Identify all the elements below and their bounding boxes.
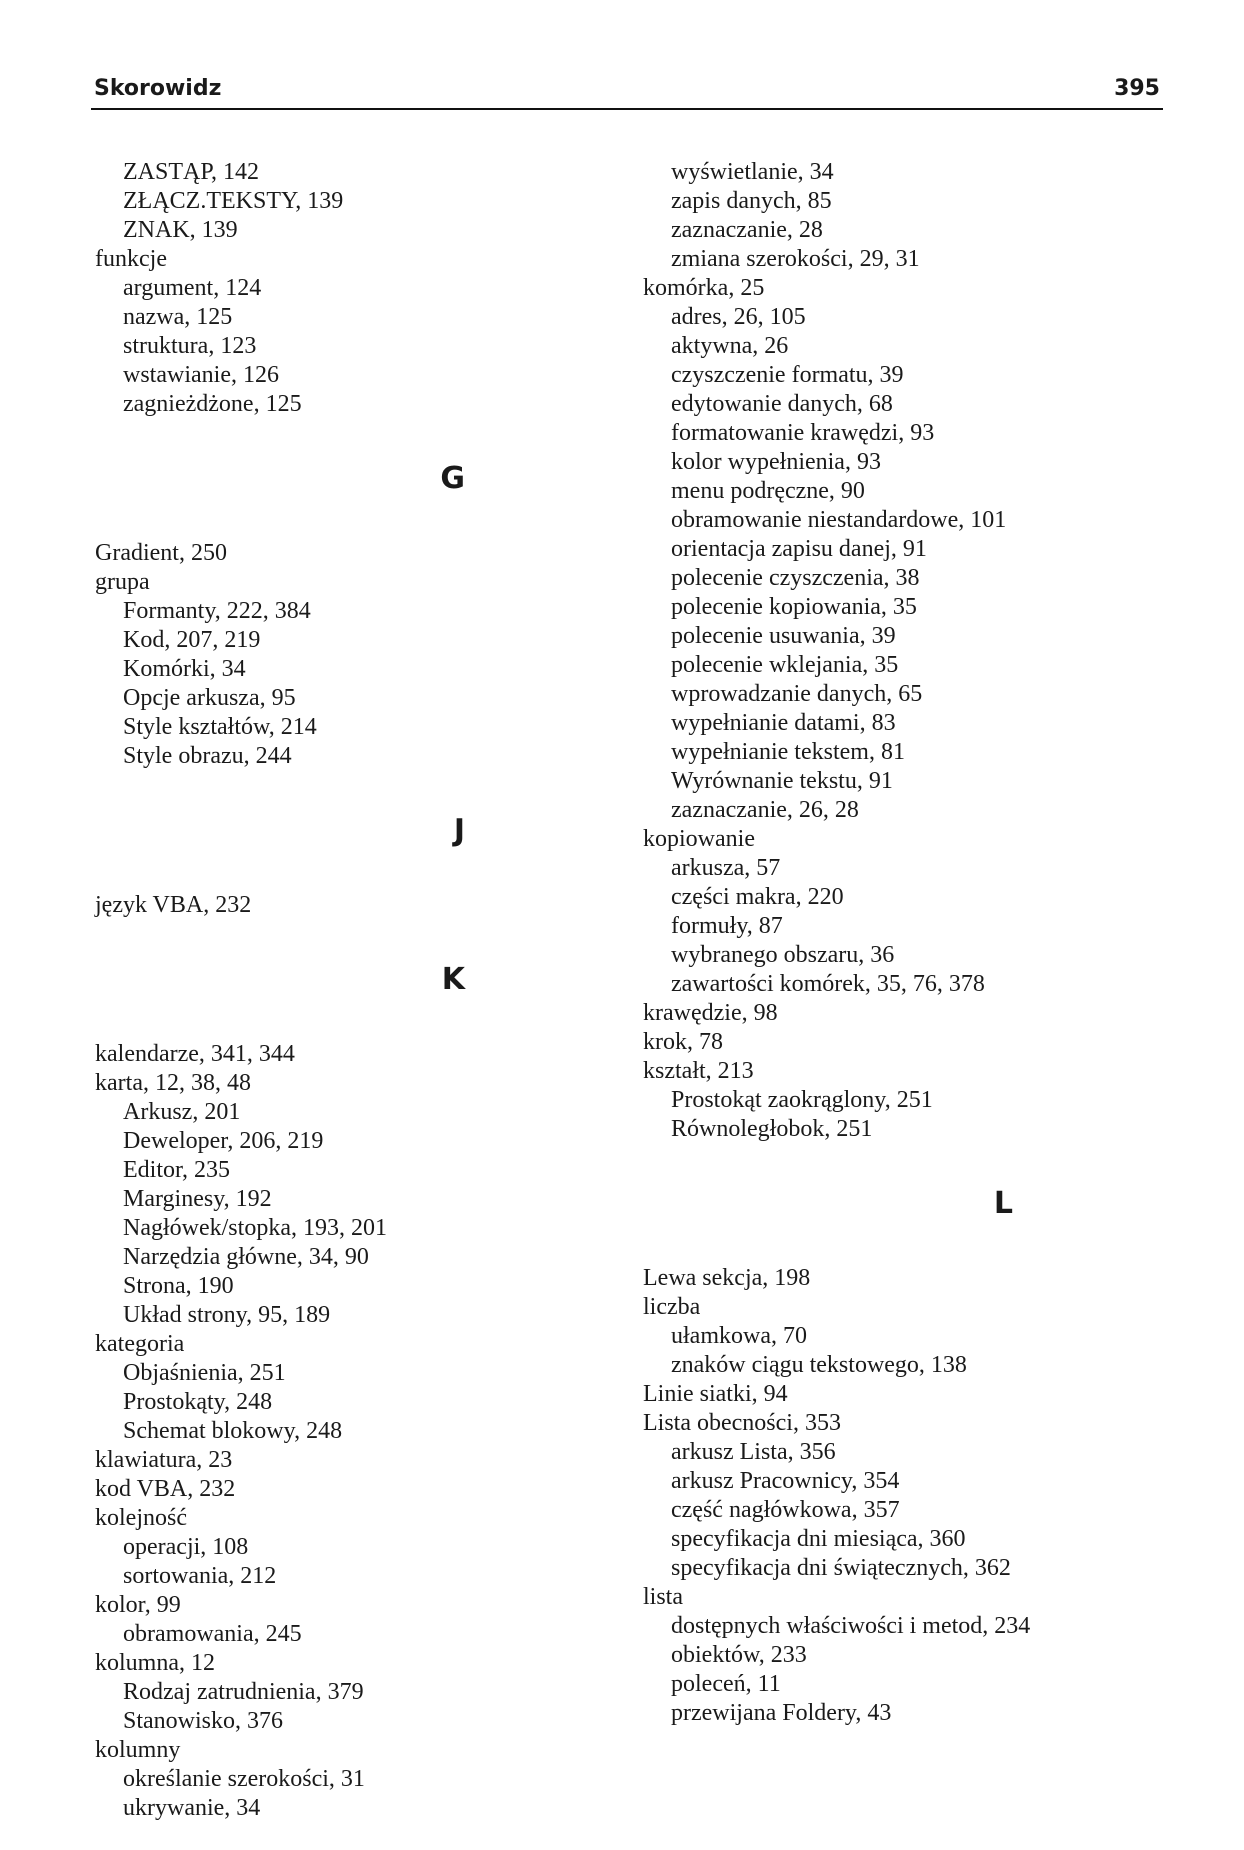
index-entry: język VBA, 232 [95, 892, 252, 918]
index-subentry: edytowanie danych, 68 [671, 391, 893, 417]
index-subentry: Editor, 235 [123, 1157, 231, 1183]
index-subentry: wypełnianie datami, 83 [671, 710, 896, 736]
index-entry: karta, 12, 38, 48 [95, 1070, 251, 1096]
index-entry: Gradient, 250 [95, 540, 227, 566]
index-subentry: Deweloper, 206, 219 [123, 1128, 324, 1154]
index-subentry: Style obrazu, 244 [123, 743, 292, 769]
index-entry: krok, 78 [643, 1029, 723, 1055]
index-subentry: menu podręczne, 90 [671, 478, 865, 504]
index-subentry: zaznaczanie, 28 [671, 217, 823, 243]
index-subentry: ZŁĄCZ.TEKSTY, 139 [123, 188, 344, 214]
index-subentry: arkusza, 57 [671, 855, 781, 881]
index-subentry: Prostokąt zaokrąglony, 251 [671, 1087, 933, 1113]
page-number: 395 [1114, 76, 1160, 101]
index-subentry: Równoległobok, 251 [671, 1116, 873, 1142]
index-subentry: polecenie kopiowania, 35 [671, 594, 917, 620]
index-subentry: arkusz Pracownicy, 354 [671, 1468, 900, 1494]
index-subentry: adres, 26, 105 [671, 304, 806, 330]
index-entry: lista [643, 1584, 683, 1610]
index-column-left [95, 158, 615, 1823]
index-subentry: Style kształtów, 214 [123, 714, 317, 740]
index-subentry: Schemat blokowy, 248 [123, 1418, 343, 1444]
section-letter-heading: L [993, 1186, 1013, 1221]
running-header [91, 72, 1163, 110]
header-title: Skorowidz [94, 76, 222, 101]
section-letter-heading: J [453, 813, 465, 848]
index-subentry: orientacja zapisu danej, 91 [671, 536, 927, 562]
index-entry: krawędzie, 98 [643, 1000, 778, 1026]
index-subentry: kolor wypełnienia, 93 [671, 449, 881, 475]
index-subentry: struktura, 123 [123, 333, 257, 359]
index-subentry: ZNAK, 139 [123, 217, 238, 243]
index-entry: kod VBA, 232 [95, 1476, 236, 1502]
index-subentry: wprowadzanie danych, 65 [671, 681, 923, 707]
section-letter-heading: K [441, 962, 465, 997]
index-subentry: przewijana Foldery, 43 [671, 1700, 892, 1726]
index-entry: grupa [95, 569, 150, 595]
index-entry: kształt, 213 [643, 1058, 754, 1084]
index-subentry: Arkusz, 201 [123, 1099, 241, 1125]
index-subentry: wstawianie, 126 [123, 362, 279, 388]
index-entry: kolejność [95, 1505, 187, 1531]
index-entry: Lista obecności, 353 [643, 1410, 841, 1436]
index-subentry: Komórki, 34 [123, 656, 246, 682]
index-subentry: Prostokąty, 248 [123, 1389, 273, 1415]
index-subentry: Układ strony, 95, 189 [123, 1302, 331, 1328]
index-entry: kategoria [95, 1331, 185, 1357]
index-entry: kolor, 99 [95, 1592, 181, 1618]
index-subentry: arkusz Lista, 356 [671, 1439, 836, 1465]
index-subentry: wypełnianie tekstem, 81 [671, 739, 905, 765]
index-subentry: poleceń, 11 [671, 1671, 781, 1697]
index-subentry: sortowania, 212 [123, 1563, 277, 1589]
index-entry: Linie siatki, 94 [643, 1381, 788, 1407]
index-subentry: aktywna, 26 [671, 333, 789, 359]
index-subentry: zapis danych, 85 [671, 188, 832, 214]
index-entry: kolumny [95, 1737, 181, 1763]
index-subentry: zawartości komórek, 35, 76, 378 [671, 971, 985, 997]
index-subentry: ZASTĄP, 142 [123, 159, 260, 185]
index-entry: liczba [643, 1294, 701, 1320]
index-subentry: ukrywanie, 34 [123, 1795, 261, 1821]
index-subentry: wybranego obszaru, 36 [671, 942, 895, 968]
index-subentry: Marginesy, 192 [123, 1186, 272, 1212]
index-subentry: obiektów, 233 [671, 1642, 807, 1668]
index-subentry: ułamkowa, 70 [671, 1323, 807, 1349]
index-subentry: zmiana szerokości, 29, 31 [671, 246, 920, 272]
index-entry: kopiowanie [643, 826, 755, 852]
index-subentry: dostępnych właściwości i metod, 234 [671, 1613, 1031, 1639]
index-subentry: argument, 124 [123, 275, 262, 301]
index-subentry: polecenie czyszczenia, 38 [671, 565, 920, 591]
index-entry: kolumna, 12 [95, 1650, 215, 1676]
index-subentry: Opcje arkusza, 95 [123, 685, 296, 711]
index-subentry: Strona, 190 [123, 1273, 234, 1299]
index-subentry: część nagłówkowa, 357 [671, 1497, 900, 1523]
index-subentry: obramowania, 245 [123, 1621, 302, 1647]
index-subentry: Stanowisko, 376 [123, 1708, 284, 1734]
index-subentry: części makra, 220 [671, 884, 844, 910]
index-entry: funkcje [95, 246, 167, 272]
index-entry: kalendarze, 341, 344 [95, 1041, 295, 1067]
section-letter-heading: G [440, 461, 465, 496]
index-subentry: specyfikacja dni miesiąca, 360 [671, 1526, 966, 1552]
index-subentry: operacji, 108 [123, 1534, 249, 1560]
index-entry: Lewa sekcja, 198 [643, 1265, 811, 1291]
index-subentry: obramowanie niestandardowe, 101 [671, 507, 1007, 533]
index-subentry: polecenie wklejania, 35 [671, 652, 899, 678]
index-subentry: określanie szerokości, 31 [123, 1766, 365, 1792]
index-subentry: Rodzaj zatrudnienia, 379 [123, 1679, 364, 1705]
index-subentry: nazwa, 125 [123, 304, 233, 330]
index-subentry: wyświetlanie, 34 [671, 159, 834, 185]
index-subentry: formatowanie krawędzi, 93 [671, 420, 935, 446]
index-subentry: Narzędzia główne, 34, 90 [123, 1244, 369, 1270]
index-subentry: Nagłówek/stopka, 193, 201 [123, 1215, 387, 1241]
index-subentry: czyszczenie formatu, 39 [671, 362, 904, 388]
index-subentry: formuły, 87 [671, 913, 783, 939]
index-entry: komórka, 25 [643, 275, 765, 301]
index-subentry: zaznaczanie, 26, 28 [671, 797, 859, 823]
index-column-right [643, 158, 1163, 1728]
index-entry: klawiatura, 23 [95, 1447, 233, 1473]
index-subentry: polecenie usuwania, 39 [671, 623, 896, 649]
index-subentry: specyfikacja dni świątecznych, 362 [671, 1555, 1011, 1581]
index-subentry: Formanty, 222, 384 [123, 598, 311, 624]
index-subentry: Wyrównanie tekstu, 91 [671, 768, 893, 794]
index-subentry: Objaśnienia, 251 [123, 1360, 286, 1386]
index-subentry: Kod, 207, 219 [123, 627, 261, 653]
index-subentry: znaków ciągu tekstowego, 138 [671, 1352, 967, 1378]
index-subentry: zagnieżdżone, 125 [123, 391, 302, 417]
